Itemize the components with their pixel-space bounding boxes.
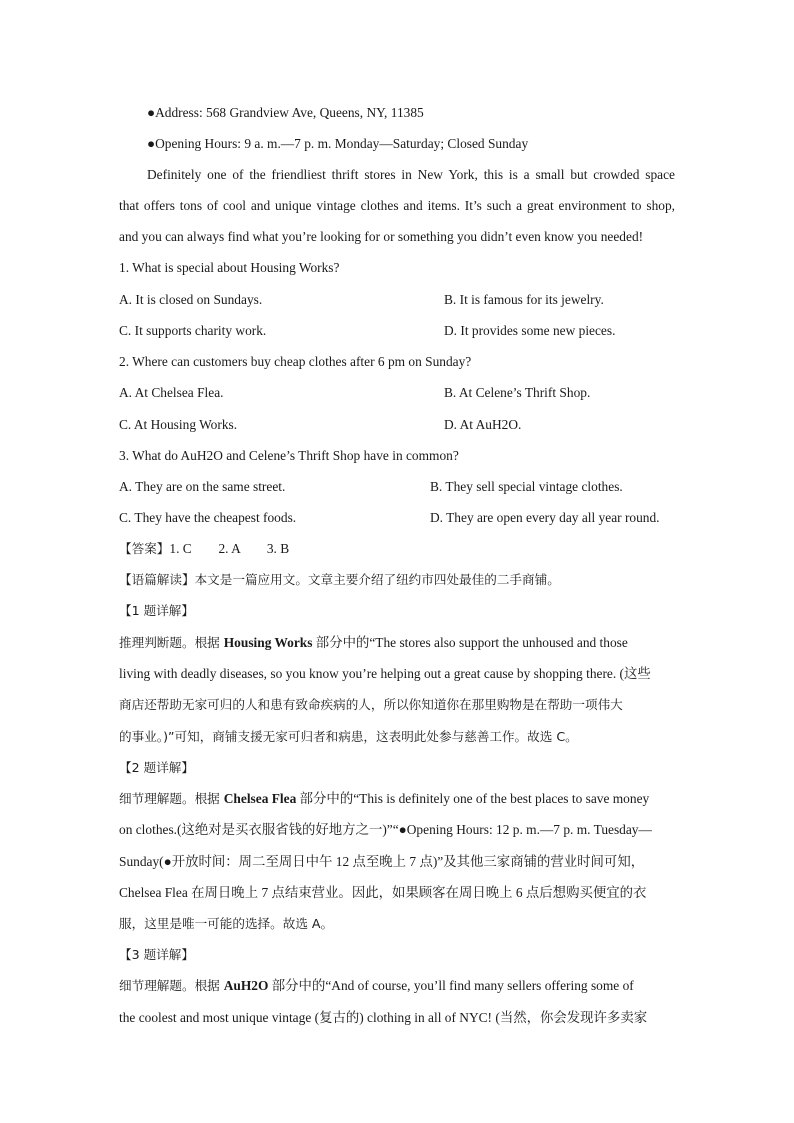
paragraph-line: and you can always find what you’re looking for or something you didn’t even know you needed! bbox=[119, 229, 644, 244]
detail-text: 细节理解题。根据 bbox=[119, 978, 224, 993]
address-line: ●Address: 568 Grandview Ave, Queens, NY, 11385 bbox=[147, 105, 424, 120]
option-c: C. They have the cheapest foods. bbox=[119, 510, 297, 525]
summary-text: 本文是一篇应用文。文章主要介绍了纽约市四处最佳的二手商铺。 bbox=[194, 572, 560, 587]
detail-line: 商店还帮助无家可归的人和患有致命疾病的人，所以你知道你在那里购物是在帮助一项伟大 bbox=[119, 697, 623, 712]
section-name: AuH2O bbox=[223, 978, 269, 993]
detail-text: 部分中的“And of course, you’ll find many sellers offering some of bbox=[268, 978, 634, 993]
detail-text: 推理判断题。根据 bbox=[119, 635, 224, 650]
detail-line: 的事业。)”可知，商铺支援无家可归者和病患，这表明此处参与慈善工作。故选 C。 bbox=[119, 729, 578, 744]
detail-line bbox=[119, 977, 634, 995]
answer-text: 1. C 2. A 3. B bbox=[169, 541, 290, 556]
option-d: D. It provides some new pieces. bbox=[444, 323, 616, 338]
section-name: Chelsea Flea bbox=[223, 791, 297, 806]
detail-line: 服，这里是唯一可能的选择。故选 A。 bbox=[119, 916, 334, 931]
option-a: A. At Chelsea Flea. bbox=[119, 385, 224, 400]
detail-heading: 【2 题详解】 bbox=[119, 760, 194, 775]
opening-hours-line: ●Opening Hours: 9 a. m.—7 p. m. Monday—Saturday; Closed Sunday bbox=[147, 136, 529, 151]
question-stem: 2. Where can customers buy cheap clothes after 6 pm on Sunday? bbox=[119, 354, 472, 369]
option-b: B. They sell special vintage clothes. bbox=[430, 479, 623, 494]
detail-line bbox=[119, 634, 628, 652]
detail-line: living with deadly diseases, so you know you’re helping out a great cause by shopping there. (这些 bbox=[119, 666, 651, 681]
option-b: B. It is famous for its jewelry. bbox=[444, 292, 604, 307]
summary-line bbox=[119, 571, 560, 589]
summary-label: 【语篇解读】 bbox=[119, 572, 195, 587]
section-name: Housing Works bbox=[223, 635, 313, 650]
detail-text: 部分中的“The stores also support the unhoused and those bbox=[312, 635, 628, 650]
detail-line: Chelsea Flea 在周日晚上 7 点结束营业。因此，如果顾客在周日晚上 6 点后想购买便宜的衣 bbox=[119, 885, 647, 900]
detail-text: 细节理解题。根据 bbox=[119, 791, 224, 806]
detail-line: Sunday(●开放时间：周二至周日中午 12 点至晚上 7 点)”及其他三家商铺的营业时间可知， bbox=[119, 854, 645, 869]
option-c: C. At Housing Works. bbox=[119, 417, 238, 432]
detail-text: 部分中的“This is definitely one of the best places to save money bbox=[296, 791, 650, 806]
option-c: C. It supports charity work. bbox=[119, 323, 267, 338]
question-stem: 3. What do AuH2O and Celene’s Thrift Shop have in common? bbox=[119, 448, 459, 463]
question-stem: 1. What is special about Housing Works? bbox=[119, 260, 340, 275]
detail-line: the coolest and most unique vintage (复古的) clothing in all of NYC! (当然，你会发现许多卖家 bbox=[119, 1010, 648, 1025]
option-d: D. At AuH2O. bbox=[444, 417, 522, 432]
option-a: A. It is closed on Sundays. bbox=[119, 292, 263, 307]
detail-line bbox=[119, 790, 649, 808]
answer-label: 【答案】 bbox=[119, 541, 170, 556]
option-b: B. At Celene’s Thrift Shop. bbox=[444, 385, 591, 400]
option-d: D. They are open every day all year round. bbox=[430, 510, 660, 525]
detail-line: on clothes.(这绝对是买衣服省钱的好地方之一)”“●Opening Hours: 12 p. m.—7 p. m. Tuesday— bbox=[119, 822, 652, 837]
detail-heading: 【1 题详解】 bbox=[119, 603, 194, 618]
answer-line bbox=[119, 540, 289, 558]
option-a: A. They are on the same street. bbox=[119, 479, 286, 494]
paragraph-line: Definitely one of the friendliest thrift stores in New York, this is a small but crowded space bbox=[147, 167, 675, 182]
detail-heading: 【3 题详解】 bbox=[119, 947, 194, 962]
paragraph-line: that offers tons of cool and unique vintage clothes and items. It’s such a great environment to shop, bbox=[119, 198, 675, 213]
